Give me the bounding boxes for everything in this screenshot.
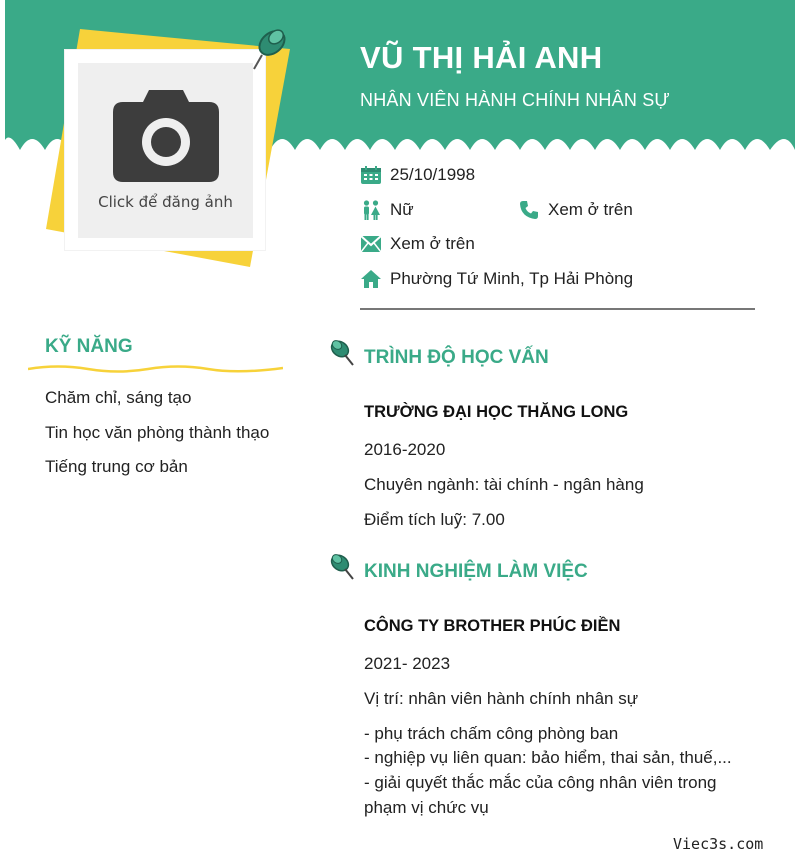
- upload-photo-button[interactable]: [78, 63, 253, 238]
- gender-value: Nữ: [390, 200, 414, 219]
- education-major: Chuyên ngành: tài chính - ngân hàng: [364, 475, 644, 494]
- phone-icon: [518, 200, 540, 220]
- site-watermark: Viec3s.com: [673, 835, 764, 853]
- skill-item: Tiếng trung cơ bản: [45, 457, 188, 476]
- email-value: Xem ở trên: [390, 234, 475, 253]
- experience-position: Vị trí: nhân viên hành chính nhân sự: [364, 689, 639, 708]
- contact-address: [360, 269, 633, 289]
- address-value: Phường Tứ Minh, Tp Hải Phòng: [390, 269, 634, 288]
- phone-value: Xem ở trên: [548, 200, 633, 219]
- camera-icon: [113, 90, 219, 187]
- company-name: CÔNG TY BROTHER PHÚC ĐIỀN: [364, 617, 621, 635]
- duty-item: - giải quyết thắc mắc của công nhân viên trong: [364, 773, 717, 792]
- experience-years: 2021- 2023: [364, 654, 451, 673]
- photo-upload-label: Click để đăng ảnh: [98, 193, 233, 211]
- education-years: 2016-2020: [364, 440, 446, 459]
- email-icon: [360, 234, 382, 254]
- skills-wavy-underline: [28, 362, 283, 380]
- photo-frame: [65, 50, 265, 250]
- pushpin-icon: [328, 552, 356, 584]
- school-name: TRƯỜNG ĐẠI HỌC THĂNG LONG: [364, 403, 629, 421]
- duty-item: - phụ trách chấm công phòng ban: [364, 724, 619, 743]
- gender-icon: [360, 200, 382, 220]
- pushpin-icon: [328, 338, 356, 370]
- skill-item: Chăm chỉ, sáng tạo: [45, 388, 192, 407]
- home-icon: [360, 269, 382, 289]
- candidate-name: VŨ THỊ HẢI ANH: [360, 40, 603, 75]
- contact-birthday: [360, 165, 475, 185]
- duty-item: phạm vị chức vụ: [364, 798, 489, 817]
- job-title: NHÂN VIÊN HÀNH CHÍNH NHÂN SỰ: [360, 90, 671, 110]
- contact-email: [360, 234, 475, 254]
- education-heading: TRÌNH ĐỘ HỌC VẤN: [364, 347, 549, 368]
- pushpin-icon: [250, 25, 290, 78]
- education-gpa: Điểm tích luỹ: 7.00: [364, 510, 505, 529]
- duty-item: - nghiệp vụ liên quan: bảo hiểm, thai sản, thuế,...: [364, 748, 732, 767]
- birthday-value: 25/10/1998: [390, 165, 476, 184]
- experience-heading: KINH NGHIỆM LÀM VIỆC: [364, 561, 588, 582]
- contact-divider: [360, 308, 755, 310]
- photo-area: [40, 25, 300, 285]
- contact-gender: [360, 200, 414, 220]
- calendar-icon: [360, 165, 382, 185]
- skill-item: Tin học văn phòng thành thạo: [45, 423, 270, 442]
- contact-phone: [518, 200, 633, 220]
- skills-heading: KỸ NĂNG: [45, 336, 133, 357]
